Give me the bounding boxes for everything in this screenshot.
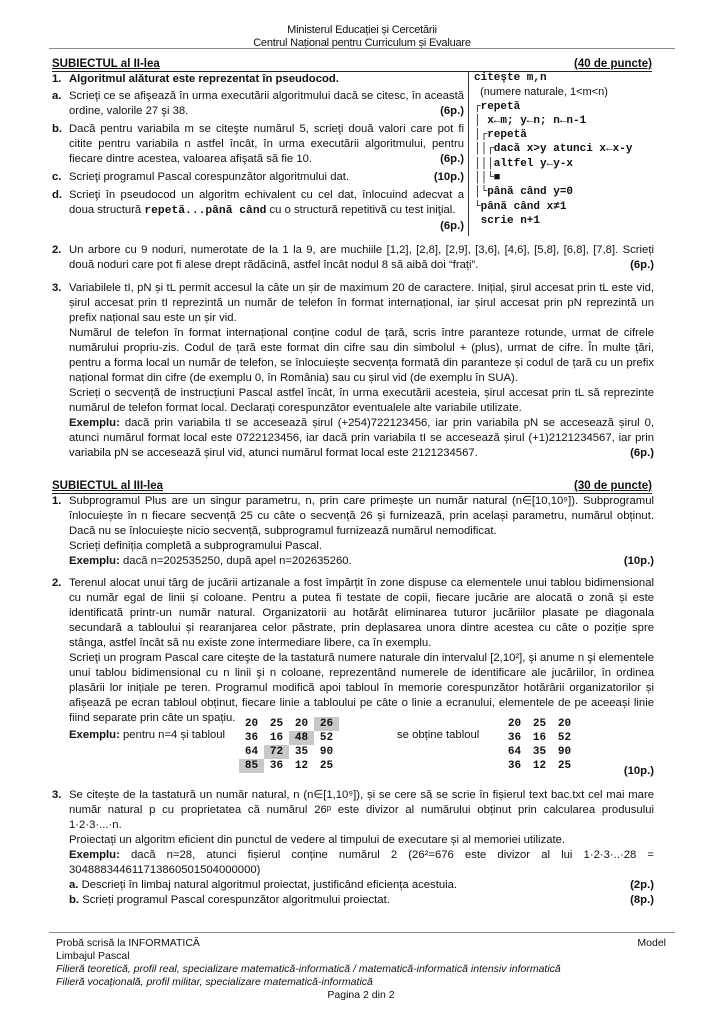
- question-1c: c. Scrieţi programul Pascal corespunzător algoritmului dat. (10p.): [52, 171, 464, 183]
- matrix-cell: 20: [557, 718, 572, 730]
- footer-divider: [49, 932, 675, 933]
- pseudocode-line: │└până când y=0: [474, 186, 574, 199]
- pseudocode-line: ││┌dacă x>y atunci x←x-y: [474, 143, 633, 156]
- question-1a: a. Scrieţi ce se afişează în urma executării algoritmului dacă se citesc, în această ordine, valorile 27 şi 38. (6p.): [52, 90, 464, 117]
- q3-paragraph-3: Scrieți o secvență de instrucțiuni Pascal astfel încât, în urma executării acesteia, șirul accesat prin tL să reprezinte numărul de telefon format local. Declarați corespunzător eventualele alte variabile utilizate.: [69, 387, 654, 414]
- matrix-cell: 90: [557, 746, 572, 758]
- matrix-cell: 36: [269, 760, 284, 772]
- matrix-cell: 20: [244, 718, 259, 730]
- matrix-cell: 85: [239, 759, 264, 773]
- matrix-cell: 25: [319, 760, 334, 772]
- matrix-cell: 64: [244, 746, 259, 758]
- pseudocode-line: (numere naturale, 1<m<n): [474, 86, 608, 99]
- footer-model: Model: [637, 937, 666, 949]
- matrix-cell: 48: [289, 731, 314, 745]
- matrix-cell: 16: [532, 732, 547, 744]
- matrix-cell: 72: [264, 745, 289, 759]
- matrix-cell: 52: [319, 732, 334, 744]
- output-matrix: [502, 717, 577, 773]
- question-1-intro: Algoritmul alăturat este reprezentat în pseudocod.: [69, 73, 339, 85]
- q3-example: Exemplu: dacă prin variabila tI se accesează șirul (+254)722123456, iar prin variabila pN se accesează șirul 0, atunci numărul format local este 0722123456, iar dacă prin variabila tI se accesează șirul (+1)2121234567, iar prin variabila pN se accesează șirul vid, atunci numărul format local este 2121234567. (6p.): [69, 417, 655, 459]
- matrix-cell: 35: [532, 746, 547, 758]
- input-matrix: [239, 717, 339, 773]
- q3-paragraph-2: Numărul de telefon în format internațional conține codul de țară, scris între paranteze rotunde, urmat de cifrele numărului propriu-zis. Codul de țară este format din cifre sau din simbolul + (plus), urmat de cifre. În multe țări, pentru a forma local un număr de telefon, se înlocuiește secvența formată din paranteze și codul de țară cu un prefix național format din cifre (de exemplu 0, în România) sau cu șirul vid (de exemplu în SUA).: [69, 327, 654, 384]
- pseudocode-line: ┌repetă: [474, 100, 521, 113]
- question-1b: b. Dacă pentru variabila m se citeşte numărul 5, scrieţi două valori care pot fi citite pentru variabila n astfel încât, în urma executării algoritmului, pentru fiecare dintre acestea, valoarea afişată să fie 10. (6p.): [52, 123, 464, 165]
- subject-3-question-1: 1. Subprogramul Plus are un singur parametru, n, prin care primește un număr natural (n∈[10,10⁹]). Subprogramul înlocuiește în n fiecare secvență 25 cu câte o secvență 26 și furnizează, prin același parametru, numărul obținut. Dacă nu se înlocuiește nicio secvență, subprogramul furnizează numărul nemodificat. Scrieți definiția completă a subprogramului Pascal. Exemplu: dacă n=202535250, după apel n=202635260. (10p.): [52, 495, 654, 567]
- matrix-cell: 90: [319, 746, 334, 758]
- pseudocode-line: citeşte m,n: [474, 72, 547, 84]
- subject-3-heading: [52, 479, 652, 494]
- matrix-cell: 25: [269, 718, 284, 730]
- question-1d: d. Scrieţi în pseudocod un algoritm echivalent cu cel dat, înlocuind adecvat a doua structură repetă...până când cu o structură repetitivă cu test iniţial. (6p.): [52, 189, 464, 232]
- matrix-cell: 36: [244, 732, 259, 744]
- pseudocode-line: │┌repetă: [474, 129, 527, 142]
- example-mid-text: se obține tabloul: [397, 729, 480, 741]
- page-number: Pagina 2 din 2: [327, 989, 395, 1001]
- matrix-cell: 52: [557, 732, 572, 744]
- subject-3-question-2: 2. Terenul alocat unui târg de jucării artizanale a fost împărțit în zone dispuse ca elementele unui tablou bidimensional cu număr egal de linii și coloane. Pentru a putea fi testate de copii, fiecare jucărie are alocată o zonă și este identificată printr-un număr natural. Organizatorii au hotărât eliminarea tuturor jucăriilor plasate pe diagonala secundară a tabloului și rearanjarea celor păstrate, prin deplasarea unora dintre acestea cu câte o poziție spre stânga, astfel încât să nu existe zone intermediare libere, ca în exemplu. Scrieţi un program Pascal care citeşte de la tastatură numere naturale din intervalul [2,10²], şi anume n şi elementele unui tablou bidimensional cu n linii şi n coloane, reprezentând numerele de identificare ale jucăriilor, în ordinea plasării lor inițiale pe teren. Programul modifică apoi tabloul în memorie corespunzător hotărârii organizatorilor și afișează pe ecran tabloul obținut, fiecare linie a tabloului pe câte o linie a ecranului, elementele de pe aceeași linie fiind separate prin câte un spațiu.: [52, 577, 654, 724]
- subject-3-question-3: 3. Se citește de la tastatură un număr natural, n (n∈[1,10⁹]), și se cere să se scrie în fișierul text bac.txt cel mai mare număr natural p cu proprietatea că numărul 26ᵖ este divizor al numărului obținut prin calcularea produsului 1·2·3·...·n. Proiectați un algoritm eficient din punctul de vedere al timpului de executare și al memoriei utilizate. Exemplu: dacă n=28, atunci fișierul conține numărul 2 (26²=676 este divizor al lui 1·2·3·..·28 = 304888344611713860501504000000) a. Descrieți în limbaj natural algoritmul proiectat, justificând eficiența acestuia. (2p.) b. Scrieți programul Pascal corespunzător algoritmului proiectat. (8p.): [52, 789, 655, 906]
- matrix-cell: 36: [507, 760, 522, 772]
- matrix-cell: 20: [507, 718, 522, 730]
- page-footer: Probă scrisă la INFORMATICĂ Model Limbajul Pascal Filieră teoretică, profil real, specializare matematică-informatică / matematică-informatică intensiv informatică Filieră vocațională, profil militar, specializare matematică-informatică Pagina 2 din 2: [56, 937, 666, 1001]
- matrix-cell: 16: [269, 732, 284, 744]
- subject-3-points: (30 de puncte): [574, 480, 652, 492]
- matrix-cell: 12: [532, 760, 547, 772]
- page-header: [0, 24, 724, 50]
- subject-2-question-1: [52, 72, 464, 234]
- header-ministry: Ministerul Educației și Cercetării: [287, 24, 437, 36]
- subject-2-points: (40 de puncte): [574, 58, 652, 70]
- subject-3-title: SUBIECTUL al III-lea: [52, 480, 163, 492]
- pseudocode-line: │││altfel y←y-x: [474, 157, 574, 170]
- q2-example: Exemplu: pentru n=4 și tabloul 20 25 20 26 36 16 48 52 64 72 35 90 85 36 12 25 se obține tabloul 20 25 20 36 16 52 64 35 90 36 12 25 (10p.): [69, 718, 654, 777]
- header-divider: [49, 48, 675, 49]
- q3-paragraph-1: Variabilele tI, pN și tL permit accesul la câte un șir de maximum 20 de caractere. Inițial, șirul accesat prin tL este vid, șirul accesat prin tI reprezintă un număr de telefon în format internațional, iar șirul accesat prin pN reprezintă un prefix național sau este un șir vid.: [69, 282, 654, 324]
- matrix-cell: 26: [314, 717, 339, 731]
- pseudocode-block: [468, 71, 658, 236]
- pseudocode-line: └până când x≠1: [474, 200, 567, 213]
- matrix-cell: 12: [294, 760, 309, 772]
- matrix-cell: 25: [532, 718, 547, 730]
- subject-2-title: SUBIECTUL al II-lea: [52, 58, 160, 70]
- header-center: Centrul Național pentru Curriculum și Evaluare: [253, 37, 471, 49]
- matrix-cell: 35: [294, 746, 309, 758]
- matrix-cell: 25: [557, 760, 572, 772]
- pseudocode-line: │ x←m; y←n; n←n-1: [474, 114, 587, 127]
- points: (10p.): [623, 765, 654, 777]
- matrix-cell: 36: [507, 732, 522, 744]
- matrix-cell: 20: [294, 718, 309, 730]
- pseudocode-line: ││└■: [474, 172, 501, 185]
- subject-2-heading: [52, 57, 652, 72]
- matrix-cell: 64: [507, 746, 522, 758]
- subject-2-question-3: 3. Variabilele tI, pN și tL permit accesul la câte un șir de maximum 20 de caractere. Inițial, șirul accesat prin tL este vid, șirul accesat prin tI reprezintă un număr de telefon în format internațional, iar șirul accesat prin pN reprezintă un prefix național sau este un șir vid. Numărul de telefon în format internațional conține codul de țară, scris între paranteze rotunde, urmat de cifrele numărului propriu-zis. Codul de țară este format din cifre sau din simbolul + (plus), urmat de cifre. În multe țări, pentru a forma local un număr de telefon, se înlocuiește secvența formată din paranteze și codul de țară cu un prefix național format din cifre (de exemplu 0, în România) sau cu șirul vid (de exemplu în SUA). Scrieți o secvență de instrucțiuni Pascal astfel încât, în urma executării acesteia, șirul accesat prin tL să reprezinte numărul de telefon format local. Declarați corespunzător eventualele alte variabile utilizate. Exemplu: dacă prin variabila tI se accesează șirul (+254)722123456, iar prin variabila pN se accesează șirul 0, atunci numărul format local este 0722123456, iar dacă prin variabila tI se accesează șirul (+1)2121234567, iar prin variabila pN se accesează șirul vid, atunci numărul format local este 2121234567. (6p.): [52, 282, 655, 459]
- subject-2-question-2: 2. Un arbore cu 9 noduri, numerotate de la 1 la 9, are muchiile [1,2], [2,8], [2,9], [3,6], [4,6], [5,8], [6,8], [7,8]. Scrieți două noduri care pot fi alese drept rădăcină, astfel încât nodul 8 să aibă doi “frați”. (6p.): [52, 244, 654, 271]
- pseudocode-line: scrie n+1: [474, 214, 541, 227]
- question-number: 1.: [52, 73, 62, 85]
